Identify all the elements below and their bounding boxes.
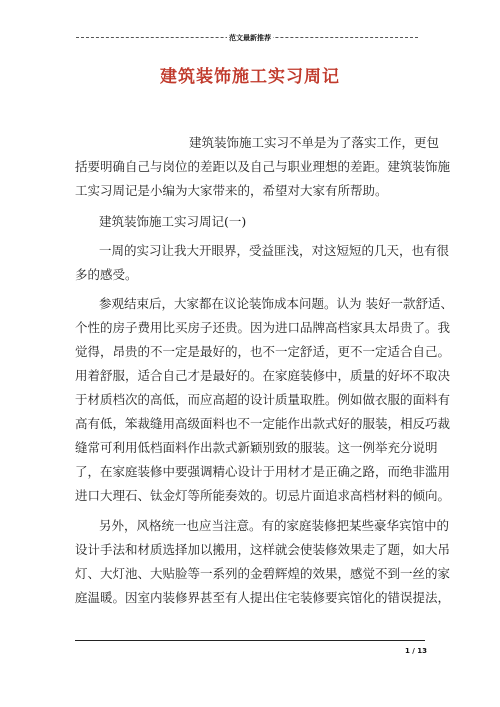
text-line: 缝常可利用低档面料作出款式新颖别致的服装。这一例举充分说明	[75, 440, 438, 455]
text-line: 于材质档次的高低，而应高超的设计质量取胜。例如做衣服的面料有	[75, 392, 451, 407]
text-line: 工实习周记是小编为大家带来的，希望对大家有所帮助。	[75, 183, 388, 198]
text-line: 用着舒服，适合自己才是最好的。在家庭装修中，质量的好坏不取决	[75, 368, 451, 383]
text-line: 建筑装饰施工实习不单是为了落实工作，更包	[189, 135, 440, 150]
footer-rule	[75, 640, 425, 641]
text-line: 灯、大灯池、大贴脸等一系列的金碧辉煌的效果，感觉不到一丝的家	[75, 566, 451, 581]
text-line: 个性的房子费用比买房子还贵。因为进口品牌高档家具太昂贵了。我	[75, 320, 451, 335]
text-line: 进口大理石、钛金灯等所能奏效的。切忌片面追求高档材料的倾向。	[75, 488, 451, 503]
text-line: 括要明确自己与岗位的差距以及自己与职业理想的差距。建筑装饰施	[75, 159, 451, 174]
text-line: 庭温暖。因室内装修界甚至有人提出住宅装修要宾馆化的错误提法，	[75, 590, 451, 605]
text-line: 了，在家庭装修中要强调精心设计于用材才是正确之路，而绝非滥用	[75, 464, 451, 479]
page-number: 1 / 13	[405, 647, 428, 655]
text-line: 参观结束后，大家都在议论装饰成本问题。认为 装好一款舒适、	[99, 296, 453, 311]
text-line: 觉得，昂贵的不一定是最好的，也不一定舒适，更不一定适合自己。	[75, 344, 451, 359]
text-line: 高有低，笨裁缝用高级面料也不一定能作出款式好的服装，相反巧裁	[75, 416, 451, 431]
text-line: 设计手法和材质选择加以搬用，这样就会使装修效果走了题，如大吊	[75, 542, 451, 557]
text-line: 多的感受。	[75, 267, 138, 282]
text-line: 另外，风格统一也应当注意。有的家庭装修把某些豪华宾馆中的	[99, 518, 450, 533]
header-banner	[0, 33, 500, 43]
document-title: 建筑装饰施工实习周记	[160, 67, 340, 87]
text-line: 一周的实习让我大开眼界，受益匪浅，对这短短的几天，也有很	[99, 243, 450, 258]
text-line: 建筑装饰施工实习周记(一)	[99, 214, 247, 229]
header-label: 范文最新推荐	[229, 34, 271, 42]
